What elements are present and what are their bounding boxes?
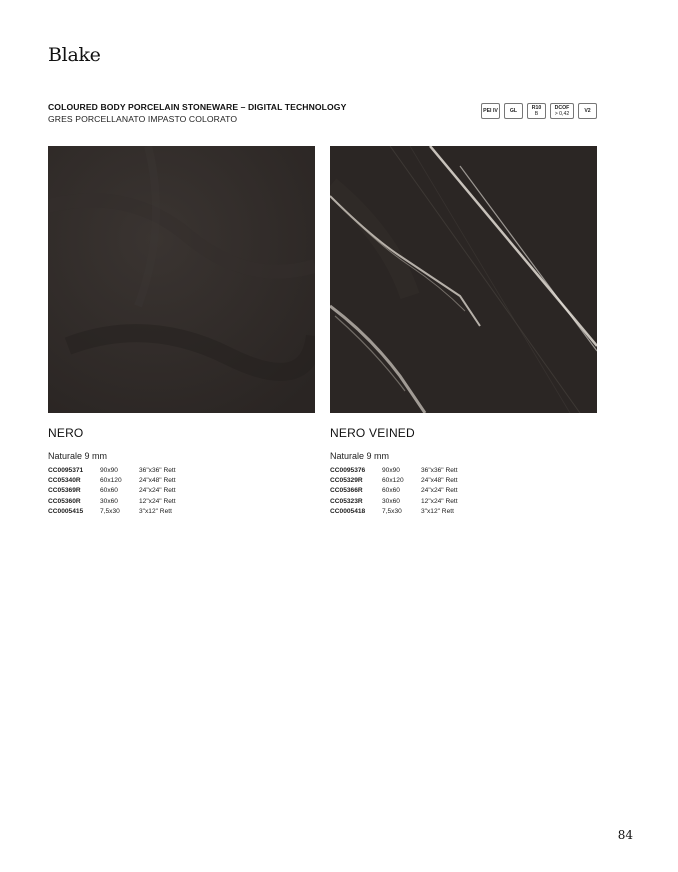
r10-badge <box>527 103 546 119</box>
table-row: CC05366R 60x60 24"x24" Rett <box>330 487 458 495</box>
table-row: CC05360R 30x60 12"x24" Rett <box>48 497 176 505</box>
product-name-nero-veined: NERO VEINED <box>330 426 415 440</box>
subtitle-english: COLOURED BODY PORCELAIN STONEWARE – DIGITAL TECHNOLOGY <box>48 102 347 112</box>
table-row: CC0095371 90x90 36"x36" Rett <box>48 467 176 474</box>
table-row: CC05340R 60x120 24"x48" Rett <box>48 477 176 485</box>
table-row: CC05323R 30x60 12"x24" Rett <box>330 497 458 505</box>
pei-badge <box>481 103 500 119</box>
product-codes-nero-veined <box>330 466 481 517</box>
gl-badge <box>504 103 523 119</box>
table-row: CC05329R 60x120 24"x48" Rett <box>330 477 458 485</box>
page-number: 84 <box>617 828 633 842</box>
dcof-badge <box>550 103 574 119</box>
nero-tile-image <box>48 146 315 413</box>
product-finish-nero-veined: Naturale 9 mm <box>330 451 390 461</box>
product-finish-nero: Naturale 9 mm <box>48 451 108 461</box>
table-row: CC0095376 90x90 36"x36" Rett <box>330 467 458 474</box>
badge-label: PEI IV <box>483 108 498 114</box>
badge-label: R10 <box>531 105 542 111</box>
subtitle-italian: GRES PORCELLANATO IMPASTO COLORATO <box>48 114 238 124</box>
v2-badge <box>578 103 597 119</box>
badge-label: V2 <box>584 108 591 114</box>
nero-veined-tile-image <box>330 146 597 413</box>
badge-label: GL <box>509 108 518 114</box>
table-row: CC0005415 7,5x30 3"x12" Rett <box>48 507 172 515</box>
technical-badges <box>481 103 597 119</box>
badge-label: DCOF <box>554 105 570 111</box>
product-codes-nero <box>48 466 199 517</box>
badge-sublabel: > 0,42 <box>554 111 570 117</box>
table-row: CC05369R 60x60 24"x24" Rett <box>48 487 176 495</box>
badge-sublabel: B <box>534 111 539 117</box>
product-name-nero: NERO <box>48 426 84 440</box>
table-row: CC0005418 7,5x30 3"x12" Rett <box>330 507 454 515</box>
brand-title: Blake <box>48 44 101 66</box>
